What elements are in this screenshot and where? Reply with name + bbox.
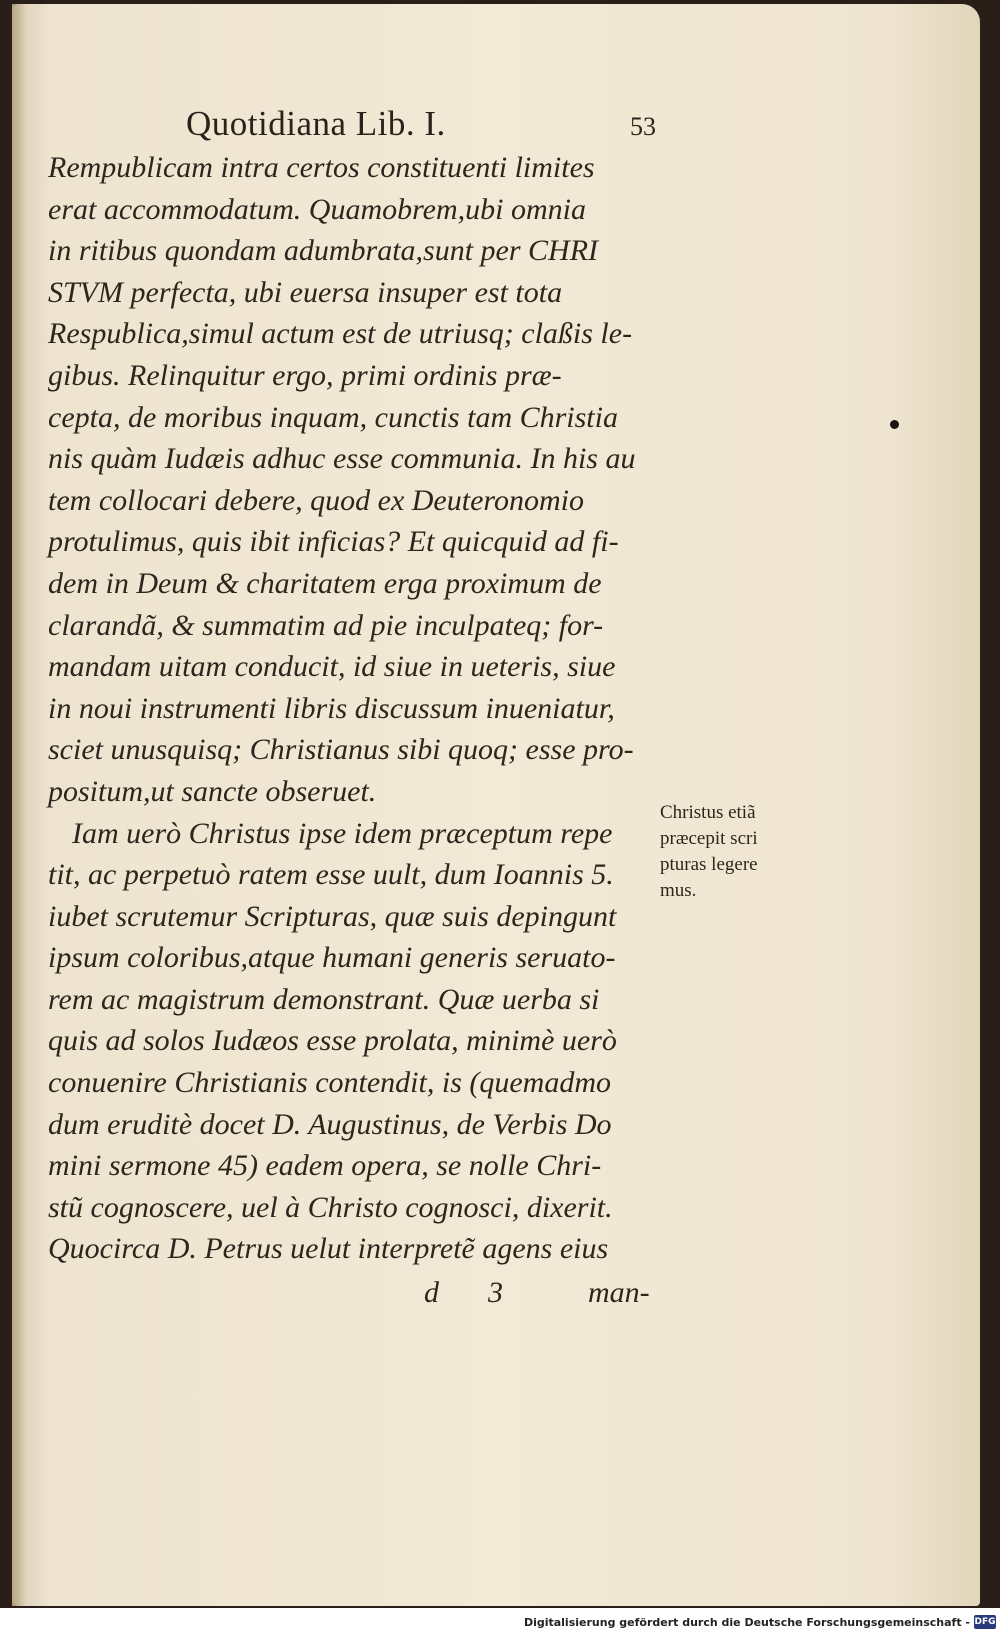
body-text xyxy=(48,147,668,1270)
text-line: rem ac magistrum demonstrant. Quæ uerba si xyxy=(48,982,600,1016)
text-line: conuenire Christianis contendit, is (quemadmo xyxy=(48,1066,611,1100)
page-number: 53 xyxy=(630,112,656,141)
text-line: cepta, de moribus inquam, cunctis tam Christia xyxy=(48,400,618,434)
footer-bar xyxy=(0,1612,1000,1634)
text-line: STVM perfecta, ubi euersa insuper est tota xyxy=(48,275,563,309)
text-line: Quocirca D. Petrus uelut interpretẽ agens eius xyxy=(48,1232,609,1266)
text-line: nis quàm Iudæis adhuc esse communia. In his au xyxy=(48,442,636,476)
page-gutter-shadow xyxy=(12,4,26,1606)
text-line: Rempublicam intra certos constituenti limites xyxy=(48,151,595,184)
text-line: gibus. Relinquitur ergo, primi ordinis præ- xyxy=(48,358,562,392)
text-line: mandam uitam conducit, id siue in ueteris, siue xyxy=(48,650,616,684)
text-line: in noui instrumenti libris discussum inueniatur, xyxy=(48,691,615,725)
dfg-logo: DFG xyxy=(974,1617,996,1627)
ink-spot xyxy=(890,420,899,429)
text-line: iubet scrutemur Scripturas, quæ suis depingunt xyxy=(48,899,617,933)
text-line: quis ad solos Iudæos esse prolata, minimè uerò xyxy=(48,1024,617,1058)
text-line: protulimus, quis ibit inficias? Et quicquid ad fi- xyxy=(48,525,619,559)
text-line: mini sermone 45) eadem opera, se nolle Chri- xyxy=(48,1149,602,1183)
text-line: clarandã, & summatim ad pie inculpateq; for- xyxy=(48,608,604,642)
text-line: positum,ut sancte obseruet. xyxy=(48,774,377,808)
funding-credit: Digitalisierung gefördert durch die Deutsche Forschungsgemeinschaft - xyxy=(523,1616,970,1629)
text-line: in ritibus quondam adumbrata,sunt per CHRI xyxy=(48,234,599,268)
marginal-note-line: mus. xyxy=(660,880,697,901)
text-line: dem in Deum & charitatem erga proximum de xyxy=(48,566,602,600)
text-line: Iam uerò Christus ipse idem præceptum repe xyxy=(72,816,613,850)
marginal-note-line: pturas legere xyxy=(660,854,758,875)
marginal-note-line: præcepit scri xyxy=(660,828,758,849)
text-line: tem collocari debere, quod ex Deuteronomio xyxy=(48,483,584,517)
text-line: stũ cognoscere, uel à Christo cognosci, dixerit. xyxy=(48,1190,613,1224)
text-line: sciet unusquisq; Christianus sibi quoq; esse pro- xyxy=(48,733,634,767)
text-line: erat accommodatum. Quamobrem,ubi omnia xyxy=(48,192,586,226)
signature-mark: d xyxy=(424,1276,439,1309)
text-line: dum eruditè docet D. Augustinus, de Verbis Do xyxy=(48,1107,612,1141)
catchword: man- xyxy=(588,1276,650,1309)
running-title: Quotidiana Lib. I. xyxy=(186,104,446,143)
marginal-note xyxy=(660,800,820,904)
text-line: Respublica,simul actum est de utriusq; claßis le- xyxy=(48,317,633,351)
signature-number: 3 xyxy=(488,1276,503,1309)
text-line: tit, ac perpetuò ratem esse uult, dum Ioannis 5. xyxy=(48,858,614,892)
marginal-note-line: Christus etiã xyxy=(660,802,756,823)
text-line: ipsum coloribus,atque humani generis seruato- xyxy=(48,941,616,975)
